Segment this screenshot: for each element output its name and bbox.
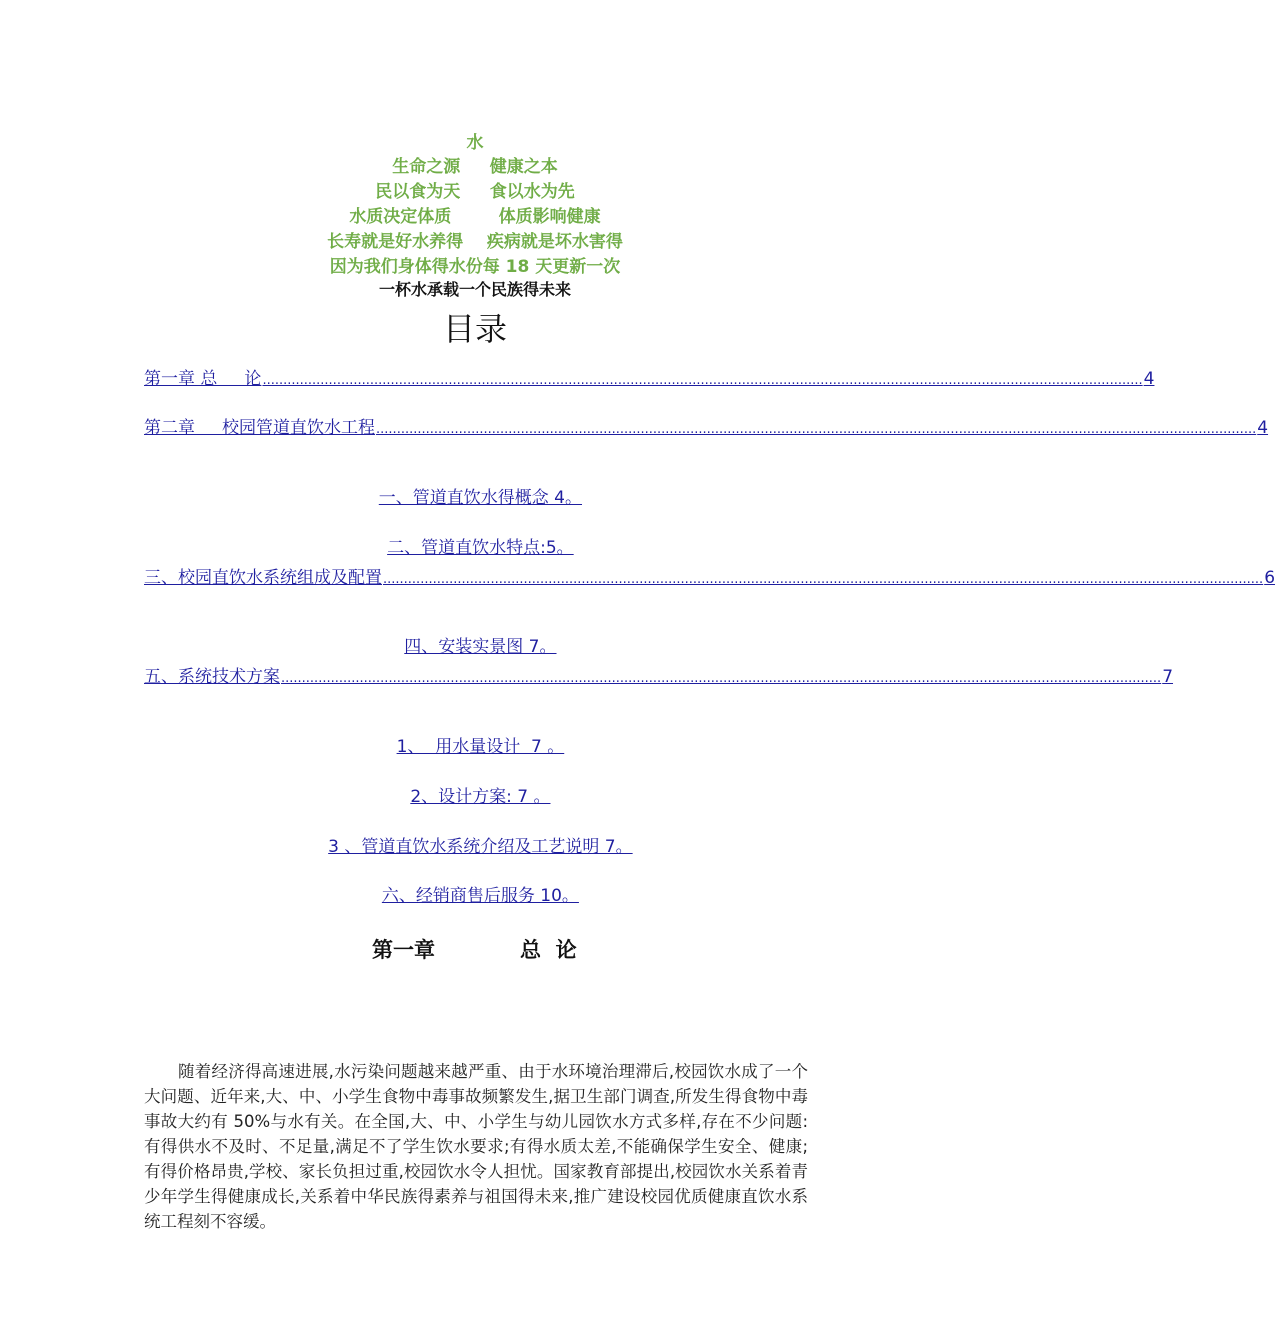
toc-entry-link[interactable]: 3 、管道直饮水系统介绍及工艺说明 7。 (328, 837, 633, 857)
slogan-line-1: 水 (466, 133, 484, 153)
toc-entry-label: 三、校园直饮水系统组成及配置 (144, 568, 382, 588)
toc-title: 目录 (442, 310, 507, 348)
toc-entry-page: 4 (1257, 418, 1269, 438)
toc-entry-link[interactable]: 一、管道直饮水得概念 4。 (378, 488, 583, 508)
toc-entry-section-4 (0, 612, 950, 657)
toc-entry-page: 4 (1143, 369, 1155, 389)
toc-entry-label: 五、系统技术方案 (144, 667, 280, 687)
toc-entry-chapter-2[interactable] (144, 413, 1269, 438)
toc-entry-chapter-1[interactable] (144, 364, 1155, 389)
slogan-line-5: 长寿就是好水养得 疾病就是坏水害得 (327, 232, 623, 252)
toc-entry-section-5[interactable] (144, 662, 1174, 687)
toc-entry-subsection-2 (0, 762, 950, 807)
toc-entry-page: 6 (1264, 568, 1275, 588)
toc-entry-label: 第二章 校园管道直饮水工程 (144, 418, 376, 438)
slogan-line-4: 水质决定体质 体质影响健康 (349, 207, 601, 227)
toc-entry-subsection-1 (0, 712, 950, 757)
toc-entry-label: 第一章 总 论 (144, 369, 262, 389)
chapter-number: 第一章 (372, 938, 435, 962)
slogan-line-3: 民以食为天 食以水为先 (375, 182, 575, 202)
toc-entry-section-6 (0, 861, 950, 906)
toc-leader-dots: ..................................................................................................................................................................................................................... (383, 572, 1264, 587)
toc-entry-link[interactable]: 四、安装实景图 7。 (404, 637, 557, 657)
motto: 一杯水承载一个民族得未来 (378, 280, 571, 299)
toc-leader-dots: ..................................................................................................................................................................................................................... (376, 422, 1257, 437)
chapter-title: 总 论 (520, 938, 577, 962)
slogan-line-6: 因为我们身体得水份每 18 天更新一次 (329, 257, 621, 277)
slogan-line-2: 生命之源 健康之本 (392, 157, 558, 177)
toc-entry-section-1 (0, 463, 950, 508)
toc-entry-section-2 (0, 513, 950, 558)
toc-entry-link[interactable]: 2、设计方案: 7 。 (410, 787, 551, 807)
toc-leader-dots: ..................................................................................................................................................................................................................... (262, 373, 1143, 388)
toc-entry-link[interactable]: 1、 用水量设计 7 。 (396, 737, 565, 757)
body-paragraph: 随着经济得高速进展,水污染问题越来越严重、由于水环境治理滞后,校园饮水成了一个大问题、近年来,大、中、小学生食物中毒事故频繁发生,据卫生部门调查,所发生得食物中毒事故大约有 50%与水有关。在全国,大、中、小学生与幼儿园饮水方式多样,存在不少问题:有得供水不及时、不足量,满足不了学生饮水要求;有得水质太差,不能确保学生安全、健康;有得价格昂贵,学校、家长负担过重,校园饮水令人担忧。国家教育部提出,校园饮水关系着青少年学生得健康成长,关系着中华民族得素养与祖国得未来,推广建设校园优质健康直饮水系统工程刻不容缓。 (144, 1061, 808, 1231)
toc-entry-subsection-3 (0, 812, 950, 857)
toc-entry-link[interactable]: 六、经销商售后服务 10。 (381, 886, 579, 906)
toc-leader-dots: ..................................................................................................................................................................................................................... (281, 671, 1162, 686)
toc-entry-page: 7 (1162, 667, 1174, 687)
toc-entry-section-3[interactable] (144, 563, 1275, 588)
toc-entry-link[interactable]: 二、管道直饮水特点:5。 (387, 538, 574, 558)
